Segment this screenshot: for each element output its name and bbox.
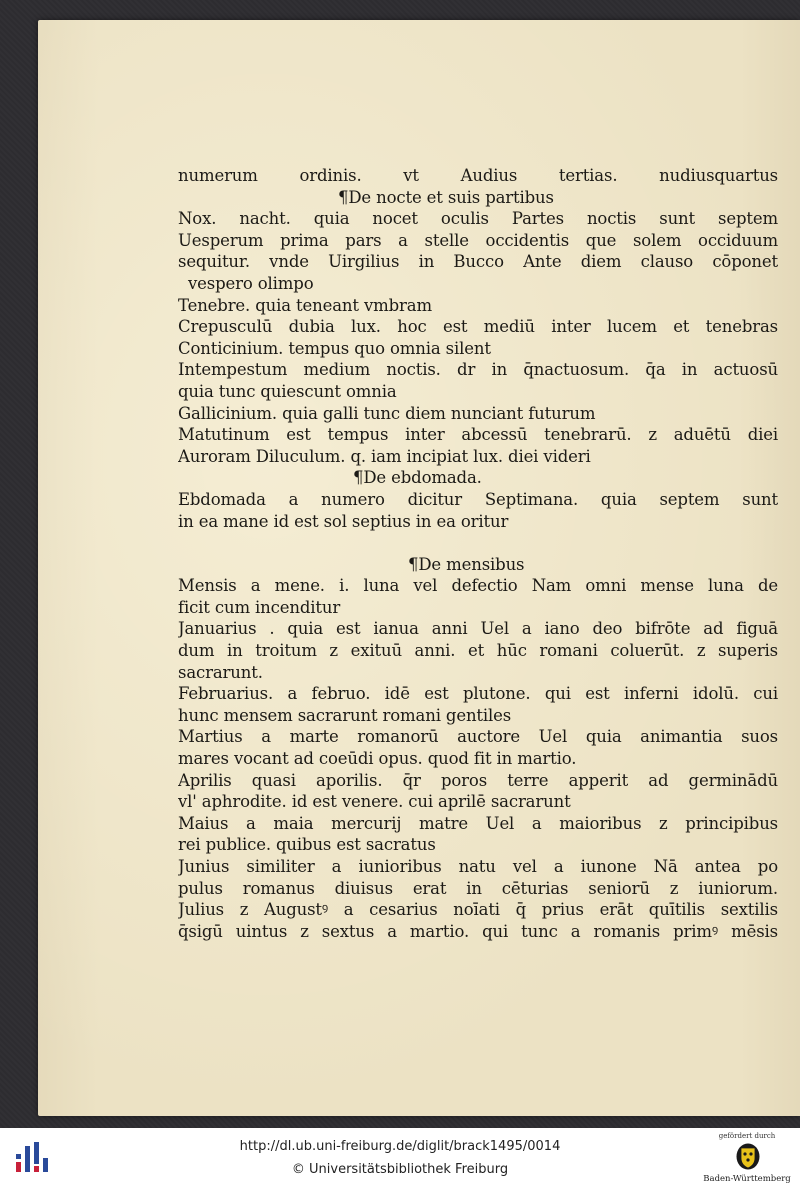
text-line: Uesperum prima pars a stelle occidentis que solem occiduum (178, 230, 778, 250)
section-heading: ¶De ebdomada. (353, 468, 482, 488)
text-line: Aprilis quasi aporilis. q̄r poros terre apperit ad germinādū (178, 770, 778, 790)
sponsor-label: gefördert durch (718, 1132, 776, 1140)
text-line: rei publice. quibus est sacratus (178, 835, 436, 855)
text-line: Gallicinium. quia galli tunc diem nunciant futurum (178, 403, 596, 423)
sponsor-name: Baden-Württemberg (703, 1174, 791, 1184)
text-line: numerum ordinis. vt Audius tertias. nudiusquartus (178, 166, 778, 185)
text-line: in ea mane id est sol septius in ea oritur (178, 511, 509, 531)
text-line: Julius z Augustꝰ a cesarius noīati q̄ prius erāt quītilis sextilis (178, 900, 778, 920)
blank-line (178, 532, 778, 554)
text-line: Tenebre. quia teneant vmbram (178, 295, 432, 315)
text-line: sequitur. vnde Uirgilius in Bucco Ante diem clauso cōponet (178, 252, 778, 272)
text-line: sacrarunt. (178, 662, 263, 682)
text-line: quia tunc quiescunt omnia (178, 381, 397, 401)
text-line: Auroram Diluculum. q. iam incipiat lux. diei videri (178, 446, 591, 466)
book-page (38, 20, 800, 1116)
text-line: vl' aphrodite. id est venere. cui aprilē sacrarunt (178, 792, 571, 812)
text-line: Maius a maia mercurij matre Uel a maioribus z principibus (178, 813, 778, 833)
text-line: dum in troitum z exituū anni. et hūc romani coluerūt. z superis (178, 641, 778, 661)
text-line: Mensis a mene. i. luna vel defectio Nam omni mense luna de (178, 576, 778, 596)
text-line: Conticinium. tempus quo omnia silent (178, 338, 491, 358)
section-heading: ¶De mensibus (408, 554, 525, 574)
text-line: Matutinum est tempus inter abcessū tenebrarū. z aduētū diei (178, 425, 778, 445)
text-line: vespero olimpo (188, 273, 314, 293)
text-line: pulus romanus diuisus erat in cēturias seniorū z iuniorum. (178, 878, 778, 898)
text-line: Crepusculū dubia lux. hoc est mediū inter lucem et tenebras (178, 317, 778, 337)
text-line: Januarius . quia est ianua anni Uel a iano deo bifrōte ad figuā (178, 619, 778, 639)
text-line: Februarius. a februo. idē est plutone. qui est inferni idolū. cui (178, 684, 778, 704)
text-line: Ebdomada a numero dicitur Septimana. quia septem sunt (178, 489, 778, 509)
copyright-notice: © Universitätsbibliothek Freiburg (291, 1162, 509, 1177)
text-line: mares vocant ad coeūdi opus. quod fit in martio. (178, 749, 577, 769)
text-line: Junius similiter a iunioribus natu vel a iunone Nā antea po (178, 857, 778, 876)
text-line: ficit cum incenditur (178, 597, 341, 617)
text-line: q̄sigū uintus z sextus a martio. qui tunc a romanis primꝰ mēsis (178, 921, 778, 941)
text-line: Martius a marte romanorū auctore Uel quia animantia suos (178, 727, 778, 747)
text-line: hunc mensem sacrarunt romani gentiles (178, 705, 512, 725)
text-line: Intempestum medium noctis. dr in q̄nactuosum. q̄a in actuosū (178, 360, 778, 380)
viewer-footer (0, 1128, 800, 1187)
section-heading: ¶De nocte et suis partibus (338, 187, 554, 207)
crest-icon (736, 1143, 760, 1170)
sponsor-badge (702, 1132, 792, 1184)
page-text (178, 165, 778, 942)
text-line: Nox. nacht. quia nocet oculis Partes noctis sunt septem (178, 209, 778, 229)
document-url[interactable]: http://dl.ub.uni-freiburg.de/diglit/brack1495/0014 (239, 1139, 561, 1154)
